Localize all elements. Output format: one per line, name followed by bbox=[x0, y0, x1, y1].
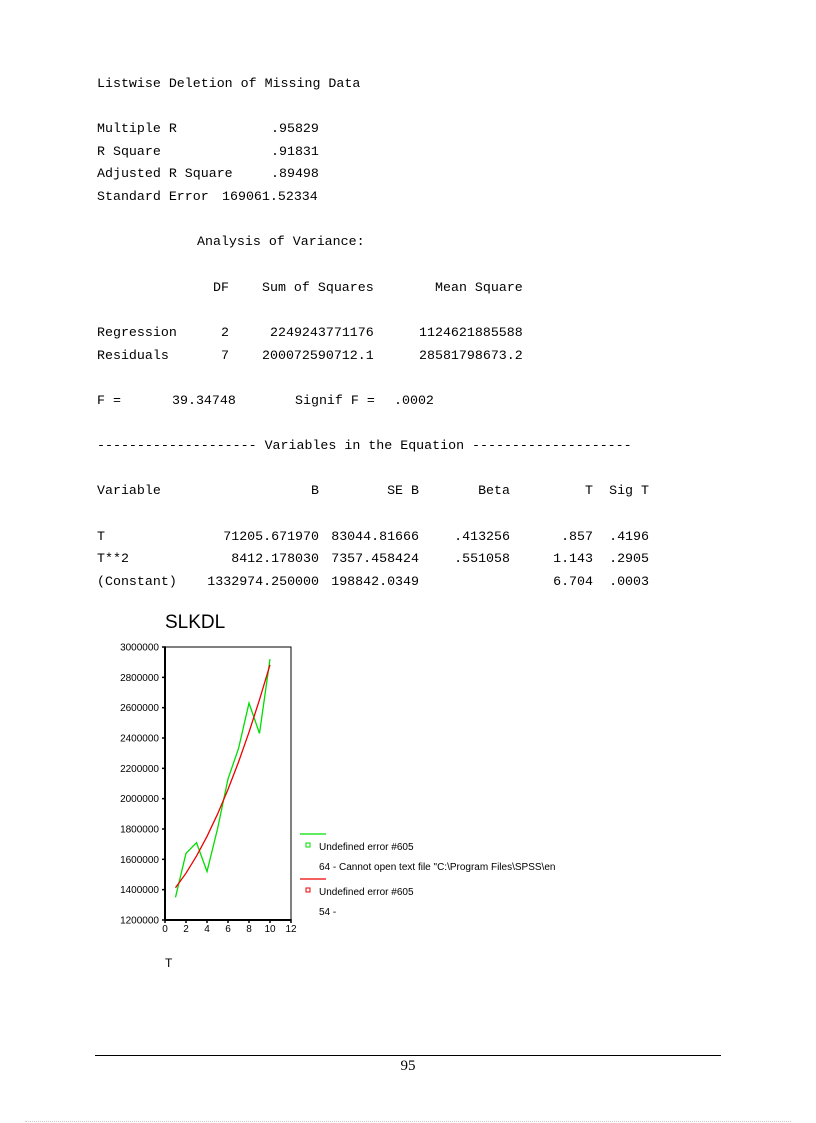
x-tick-label: 8 bbox=[246, 924, 252, 935]
var-row-beta: .551058 bbox=[454, 551, 510, 566]
legend-marker bbox=[306, 843, 310, 847]
var-row-variable: (Constant) bbox=[97, 574, 177, 589]
page-bottom-border bbox=[25, 1121, 791, 1122]
stat-multiple-r-label: Multiple R bbox=[97, 121, 177, 136]
var-header-beta: Beta bbox=[478, 483, 510, 498]
page-number: 95 bbox=[400, 1058, 416, 1074]
legend-marker bbox=[306, 888, 310, 892]
anova-row-name: Regression bbox=[97, 325, 177, 340]
y-tick-label: 2600000 bbox=[120, 703, 159, 715]
var-row-b: 71205.671970 bbox=[223, 529, 319, 544]
var-row-seb: 7357.458424 bbox=[331, 551, 419, 566]
y-tick-label: 1600000 bbox=[120, 854, 159, 866]
y-tick-label: 2200000 bbox=[120, 763, 159, 775]
anova-row-ms: 1124621885588 bbox=[419, 325, 523, 340]
anova-title: Analysis of Variance: bbox=[197, 234, 365, 249]
series-line-1 bbox=[176, 659, 271, 897]
x-tick-label: 2 bbox=[183, 924, 189, 935]
stat-r-square-label: R Square bbox=[97, 144, 161, 159]
x-tick-label: 6 bbox=[225, 924, 231, 935]
var-header-t: T bbox=[585, 483, 593, 498]
x-tick-label: 4 bbox=[204, 924, 210, 935]
var-row-t: .857 bbox=[561, 529, 593, 544]
anova-header-df: DF bbox=[213, 280, 229, 295]
signif-f-label: Signif F = bbox=[295, 393, 375, 408]
x-tick-label: 0 bbox=[162, 924, 168, 935]
var-row-t: 1.143 bbox=[553, 551, 593, 566]
plot-frame bbox=[165, 647, 291, 920]
anova-header-ss: Sum of Squares bbox=[262, 280, 374, 295]
y-tick-label: 2400000 bbox=[120, 733, 159, 745]
y-tick-label: 2800000 bbox=[120, 672, 159, 684]
var-row-variable: T bbox=[97, 529, 105, 544]
f-label: F = bbox=[97, 393, 121, 408]
var-row-sigt: .2905 bbox=[609, 551, 649, 566]
y-tick-label: 1400000 bbox=[120, 885, 159, 897]
x-tick-label: 12 bbox=[285, 924, 297, 935]
anova-header-ms: Mean Square bbox=[435, 280, 523, 295]
var-row-b: 8412.178030 bbox=[231, 551, 319, 566]
listwise-header: Listwise Deletion of Missing Data bbox=[97, 76, 361, 91]
anova-row-df: 7 bbox=[221, 348, 229, 363]
stat-multiple-r-value: .95829 bbox=[271, 121, 319, 136]
legend-sublabel: 64 - Cannot open text file "C:\Program Files\SPSS\en bbox=[319, 862, 556, 873]
series-line-2 bbox=[176, 665, 271, 888]
var-row-sigt: .0003 bbox=[609, 574, 649, 589]
var-row-beta: .413256 bbox=[454, 529, 510, 544]
var-header-variable: Variable bbox=[97, 483, 161, 498]
legend-label: Undefined error #605 bbox=[319, 842, 414, 853]
anova-row-ms: 28581798673.2 bbox=[419, 348, 523, 363]
x-axis-label: T bbox=[165, 956, 173, 970]
stat-std-error-value: 169061.52334 bbox=[222, 189, 318, 204]
var-row-seb: 198842.0349 bbox=[331, 574, 419, 589]
f-value: 39.34748 bbox=[172, 393, 236, 408]
legend-label: Undefined error #605 bbox=[319, 887, 414, 898]
signif-f-value: .0002 bbox=[394, 393, 434, 408]
slkdl-chart bbox=[0, 600, 816, 980]
var-row-variable: T**2 bbox=[97, 551, 129, 566]
var-row-t: 6.704 bbox=[553, 574, 593, 589]
stat-adj-r-square-label: Adjusted R Square bbox=[97, 166, 233, 181]
stat-adj-r-square-value: .89498 bbox=[271, 166, 319, 181]
chart-title: SLKDL bbox=[165, 612, 226, 633]
anova-row-ss: 200072590712.1 bbox=[262, 348, 374, 363]
var-header-seb: SE B bbox=[387, 483, 419, 498]
variables-title: -------------------- Variables in the Equation -------------------- bbox=[97, 438, 632, 453]
var-row-sigt: .4196 bbox=[609, 529, 649, 544]
y-tick-label: 1800000 bbox=[120, 824, 159, 836]
stat-r-square-value: .91831 bbox=[271, 144, 319, 159]
y-tick-label: 2000000 bbox=[120, 794, 159, 806]
var-row-seb: 83044.81666 bbox=[331, 529, 419, 544]
y-tick-label: 1200000 bbox=[120, 915, 159, 927]
var-header-sigt: Sig T bbox=[609, 483, 649, 498]
anova-row-name: Residuals bbox=[97, 348, 169, 363]
anova-row-df: 2 bbox=[221, 325, 229, 340]
stat-std-error-label: Standard Error bbox=[97, 189, 209, 204]
var-header-b: B bbox=[311, 483, 319, 498]
x-tick-label: 10 bbox=[264, 924, 276, 935]
y-tick-label: 3000000 bbox=[120, 642, 159, 654]
anova-row-ss: 2249243771176 bbox=[270, 325, 374, 340]
legend-sublabel: 54 - bbox=[319, 907, 337, 918]
var-row-b: 1332974.250000 bbox=[207, 574, 319, 589]
footer-rule bbox=[95, 1055, 721, 1056]
